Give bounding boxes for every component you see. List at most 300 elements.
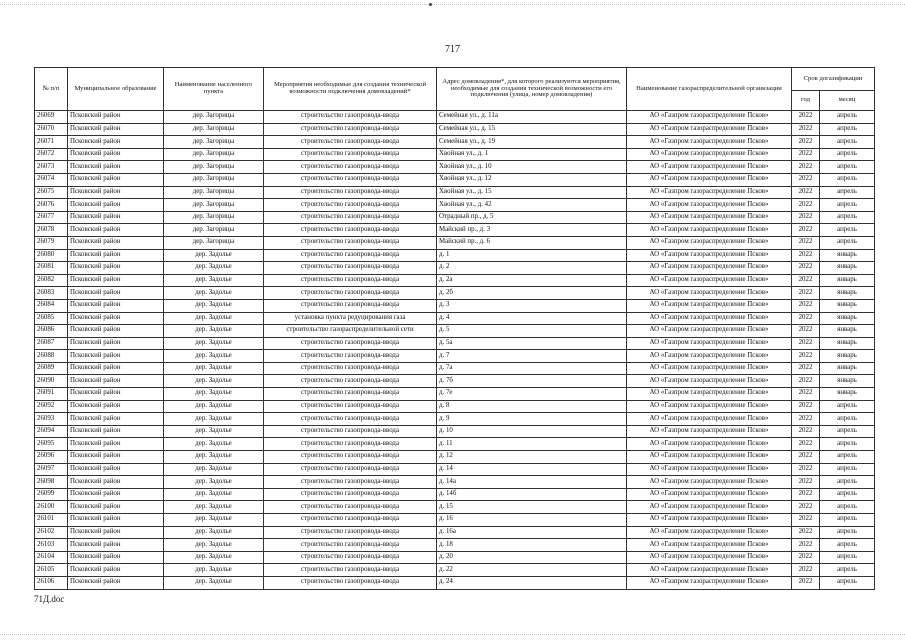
address-cell: д. 18 (437, 539, 627, 552)
locality-cell: дер. Задолье (164, 350, 264, 363)
organization-cell: АО «Газпром газораспределение Псков» (627, 299, 792, 312)
organization-cell: АО «Газпром газораспределение Псков» (627, 488, 792, 501)
municipality-cell: Псковский район (68, 350, 164, 363)
locality-cell: дер. Задолье (164, 476, 264, 489)
activity-cell: строительство газопровода-ввода (264, 476, 437, 489)
address-cell: Семейная ул., д. 19 (437, 136, 627, 149)
organization-cell: АО «Газпром газораспределение Псков» (627, 136, 792, 149)
organization-cell: АО «Газпром газораспределение Псков» (627, 388, 792, 401)
organization-cell: АО «Газпром газораспределение Псков» (627, 111, 792, 124)
month-cell: апрель (820, 111, 875, 124)
municipality-cell: Псковский район (68, 299, 164, 312)
row-number: 26083 (35, 287, 68, 300)
year-cell: 2022 (792, 463, 820, 476)
activity-cell: строительство газопровода-ввода (264, 463, 437, 476)
row-number: 26097 (35, 463, 68, 476)
row-number: 26087 (35, 337, 68, 350)
row-number: 26075 (35, 186, 68, 199)
month-cell: апрель (820, 564, 875, 577)
locality-cell: дер. Задолье (164, 576, 264, 589)
year-cell: 2022 (792, 312, 820, 325)
locality-cell: дер. Задолье (164, 262, 264, 275)
locality-cell: дер. Задолье (164, 312, 264, 325)
year-cell: 2022 (792, 148, 820, 161)
organization-cell: АО «Газпром газораспределение Псков» (627, 425, 792, 438)
month-cell: январь (820, 388, 875, 401)
row-number: 26074 (35, 173, 68, 186)
table-row (35, 287, 875, 300)
locality-cell: дер. Загорицы (164, 161, 264, 174)
gasification-table (34, 67, 875, 590)
month-cell: январь (820, 274, 875, 287)
row-number: 26071 (35, 136, 68, 149)
year-cell: 2022 (792, 161, 820, 174)
activity-cell: строительство газопровода-ввода (264, 526, 437, 539)
table-row (35, 514, 875, 527)
year-cell: 2022 (792, 388, 820, 401)
month-cell: апрель (820, 211, 875, 224)
row-number: 26076 (35, 199, 68, 212)
address-cell: Хвойная ул., д. 15 (437, 186, 627, 199)
table-row (35, 123, 875, 136)
row-number: 26086 (35, 325, 68, 338)
municipality-cell: Псковский район (68, 325, 164, 338)
activity-cell: строительство газопровода-ввода (264, 262, 437, 275)
year-cell: 2022 (792, 551, 820, 564)
year-cell: 2022 (792, 287, 820, 300)
municipality-cell: Псковский район (68, 148, 164, 161)
year-cell: 2022 (792, 425, 820, 438)
activity-cell: строительство газопровода-ввода (264, 388, 437, 401)
row-number: 26091 (35, 388, 68, 401)
month-cell: апрель (820, 514, 875, 527)
organization-cell: АО «Газпром газораспределение Псков» (627, 173, 792, 186)
row-number: 26079 (35, 236, 68, 249)
address-cell: д. 5 (437, 325, 627, 338)
organization-cell: АО «Газпром газораспределение Псков» (627, 325, 792, 338)
locality-cell: дер. Задолье (164, 287, 264, 300)
locality-cell: дер. Загорицы (164, 136, 264, 149)
municipality-cell: Псковский район (68, 249, 164, 262)
organization-cell: АО «Газпром газораспределение Псков» (627, 199, 792, 212)
month-cell: январь (820, 337, 875, 350)
row-number: 26106 (35, 576, 68, 589)
year-cell: 2022 (792, 514, 820, 527)
organization-cell: АО «Газпром газораспределение Псков» (627, 526, 792, 539)
row-number: 26099 (35, 488, 68, 501)
table-row (35, 438, 875, 451)
row-number: 26094 (35, 425, 68, 438)
address-cell: Хвойная ул., д. 1 (437, 148, 627, 161)
address-cell: д. 10 (437, 425, 627, 438)
month-cell: апрель (820, 413, 875, 426)
municipality-cell: Псковский район (68, 362, 164, 375)
locality-cell: дер. Загорицы (164, 111, 264, 124)
organization-cell: АО «Газпром газораспределение Псков» (627, 350, 792, 363)
activity-cell: установка пункта редуцирования газа (264, 312, 437, 325)
year-cell: 2022 (792, 350, 820, 363)
header-municipality: Муниципальное образование (68, 68, 164, 111)
table-row (35, 325, 875, 338)
header-activity: Мероприятия необходимые для создания технической возможности подключения домовладений* (264, 68, 437, 111)
table-row (35, 526, 875, 539)
municipality-cell: Псковский район (68, 136, 164, 149)
locality-cell: дер. Задолье (164, 514, 264, 527)
municipality-cell: Псковский район (68, 111, 164, 124)
municipality-cell: Псковский район (68, 287, 164, 300)
locality-cell: дер. Задолье (164, 249, 264, 262)
municipality-cell: Псковский район (68, 199, 164, 212)
row-number: 26098 (35, 476, 68, 489)
year-cell: 2022 (792, 501, 820, 514)
municipality-cell: Псковский район (68, 476, 164, 489)
locality-cell: дер. Задолье (164, 564, 264, 577)
locality-cell: дер. Задолье (164, 463, 264, 476)
organization-cell: АО «Газпром газораспределение Псков» (627, 539, 792, 552)
table-row (35, 488, 875, 501)
address-cell: Майский пр., д. 3 (437, 224, 627, 237)
table-row (35, 111, 875, 124)
organization-cell: АО «Газпром газораспределение Псков» (627, 400, 792, 413)
municipality-cell: Псковский район (68, 564, 164, 577)
activity-cell: строительство газораспределительной сети (264, 325, 437, 338)
row-number: 26100 (35, 501, 68, 514)
address-cell: д. 2 (437, 262, 627, 275)
month-cell: январь (820, 375, 875, 388)
municipality-cell: Псковский район (68, 161, 164, 174)
row-number: 26080 (35, 249, 68, 262)
organization-cell: АО «Газпром газораспределение Псков» (627, 438, 792, 451)
address-cell: д. 12 (437, 451, 627, 464)
activity-cell: строительство газопровода-ввода (264, 249, 437, 262)
year-cell: 2022 (792, 337, 820, 350)
activity-cell: строительство газопровода-ввода (264, 299, 437, 312)
table-row (35, 388, 875, 401)
table-row (35, 551, 875, 564)
row-number: 26104 (35, 551, 68, 564)
locality-cell: дер. Задолье (164, 551, 264, 564)
table-row (35, 400, 875, 413)
locality-cell: дер. Загорицы (164, 199, 264, 212)
activity-cell: строительство газопровода-ввода (264, 350, 437, 363)
activity-cell: строительство газопровода-ввода (264, 123, 437, 136)
table-row (35, 224, 875, 237)
address-cell: д. 11 (437, 438, 627, 451)
table-row (35, 576, 875, 589)
organization-cell: АО «Газпром газораспределение Псков» (627, 274, 792, 287)
activity-cell: строительство газопровода-ввода (264, 400, 437, 413)
year-cell: 2022 (792, 262, 820, 275)
year-cell: 2022 (792, 400, 820, 413)
year-cell: 2022 (792, 249, 820, 262)
scan-mark (429, 3, 432, 6)
locality-cell: дер. Задолье (164, 274, 264, 287)
month-cell: апрель (820, 173, 875, 186)
month-cell: апрель (820, 136, 875, 149)
municipality-cell: Псковский район (68, 388, 164, 401)
month-cell: апрель (820, 476, 875, 489)
scan-edge-top (0, 4, 905, 6)
month-cell: апрель (820, 199, 875, 212)
locality-cell: дер. Загорицы (164, 236, 264, 249)
municipality-cell: Псковский район (68, 400, 164, 413)
locality-cell: дер. Загорицы (164, 211, 264, 224)
month-cell: январь (820, 299, 875, 312)
municipality-cell: Псковский район (68, 413, 164, 426)
locality-cell: дер. Задолье (164, 451, 264, 464)
address-cell: д. 7е (437, 388, 627, 401)
activity-cell: строительство газопровода-ввода (264, 514, 437, 527)
locality-cell: дер. Задолье (164, 400, 264, 413)
address-cell: д. 7 (437, 350, 627, 363)
address-cell: д. 22 (437, 564, 627, 577)
address-cell: Отрадный пр., д. 5 (437, 211, 627, 224)
municipality-cell: Псковский район (68, 526, 164, 539)
month-cell: апрель (820, 224, 875, 237)
row-number: 26092 (35, 400, 68, 413)
activity-cell: строительство газопровода-ввода (264, 211, 437, 224)
address-cell: д. 8 (437, 400, 627, 413)
month-cell: апрель (820, 451, 875, 464)
organization-cell: АО «Газпром газораспределение Псков» (627, 211, 792, 224)
month-cell: апрель (820, 425, 875, 438)
locality-cell: дер. Загорицы (164, 186, 264, 199)
month-cell: апрель (820, 438, 875, 451)
address-cell: д. 2б (437, 287, 627, 300)
address-cell: д. 16а (437, 526, 627, 539)
month-cell: апрель (820, 526, 875, 539)
month-cell: апрель (820, 161, 875, 174)
organization-cell: АО «Газпром газораспределение Псков» (627, 413, 792, 426)
year-cell: 2022 (792, 211, 820, 224)
year-cell: 2022 (792, 526, 820, 539)
address-cell: д. 4 (437, 312, 627, 325)
organization-cell: АО «Газпром газораспределение Псков» (627, 236, 792, 249)
row-number: 26082 (35, 274, 68, 287)
activity-cell: строительство газопровода-ввода (264, 451, 437, 464)
row-number: 26090 (35, 375, 68, 388)
header-num: № п/п (35, 68, 68, 111)
address-cell: д. 7а (437, 362, 627, 375)
locality-cell: дер. Загорицы (164, 148, 264, 161)
organization-cell: АО «Газпром газораспределение Псков» (627, 476, 792, 489)
month-cell: апрель (820, 148, 875, 161)
activity-cell: строительство газопровода-ввода (264, 501, 437, 514)
month-cell: апрель (820, 186, 875, 199)
table-row (35, 451, 875, 464)
municipality-cell: Псковский район (68, 337, 164, 350)
activity-cell: строительство газопровода-ввода (264, 413, 437, 426)
table-row (35, 173, 875, 186)
header-address: Адрес домовладения*, для которого реализуются мероприятия, необходимые для создания технической возможности его подключения (улица, номер домовладения) (437, 68, 627, 111)
year-cell: 2022 (792, 136, 820, 149)
table-row (35, 274, 875, 287)
row-number: 26103 (35, 539, 68, 552)
address-cell: д. 3 (437, 299, 627, 312)
address-cell: д. 20 (437, 551, 627, 564)
locality-cell: дер. Задолье (164, 438, 264, 451)
municipality-cell: Псковский район (68, 514, 164, 527)
year-cell: 2022 (792, 438, 820, 451)
month-cell: апрель (820, 123, 875, 136)
table-row (35, 312, 875, 325)
activity-cell: строительство газопровода-ввода (264, 111, 437, 124)
address-cell: д. 2а (437, 274, 627, 287)
year-cell: 2022 (792, 488, 820, 501)
table-row (35, 337, 875, 350)
organization-cell: АО «Газпром газораспределение Псков» (627, 249, 792, 262)
month-cell: апрель (820, 463, 875, 476)
organization-cell: АО «Газпром газораспределение Псков» (627, 576, 792, 589)
municipality-cell: Псковский район (68, 488, 164, 501)
row-number: 26072 (35, 148, 68, 161)
year-cell: 2022 (792, 451, 820, 464)
year-cell: 2022 (792, 413, 820, 426)
municipality-cell: Псковский район (68, 274, 164, 287)
locality-cell: дер. Задолье (164, 526, 264, 539)
month-cell: апрель (820, 539, 875, 552)
table-row (35, 362, 875, 375)
row-number: 26093 (35, 413, 68, 426)
table-row (35, 501, 875, 514)
locality-cell: дер. Задолье (164, 501, 264, 514)
organization-cell: АО «Газпром газораспределение Псков» (627, 287, 792, 300)
address-cell: д. 7б (437, 375, 627, 388)
header-month: месяц (820, 91, 875, 111)
month-cell: январь (820, 312, 875, 325)
table-row (35, 350, 875, 363)
row-number: 26101 (35, 514, 68, 527)
activity-cell: строительство газопровода-ввода (264, 564, 437, 577)
organization-cell: АО «Газпром газораспределение Псков» (627, 551, 792, 564)
locality-cell: дер. Загорицы (164, 123, 264, 136)
organization-cell: АО «Газпром газораспределение Псков» (627, 148, 792, 161)
organization-cell: АО «Газпром газораспределение Псков» (627, 262, 792, 275)
address-cell: д. 9 (437, 413, 627, 426)
organization-cell: АО «Газпром газораспределение Псков» (627, 463, 792, 476)
month-cell: январь (820, 325, 875, 338)
table-row (35, 148, 875, 161)
month-cell: апрель (820, 576, 875, 589)
municipality-cell: Псковский район (68, 576, 164, 589)
year-cell: 2022 (792, 539, 820, 552)
header-deadline: Срок догазификации (792, 68, 875, 91)
month-cell: январь (820, 262, 875, 275)
organization-cell: АО «Газпром газораспределение Псков» (627, 186, 792, 199)
organization-cell: АО «Газпром газораспределение Псков» (627, 224, 792, 237)
year-cell: 2022 (792, 199, 820, 212)
table-row (35, 564, 875, 577)
month-cell: апрель (820, 488, 875, 501)
address-cell: Семейная ул., д. 15 (437, 123, 627, 136)
locality-cell: дер. Задолье (164, 539, 264, 552)
municipality-cell: Псковский район (68, 312, 164, 325)
organization-cell: АО «Газпром газораспределение Псков» (627, 451, 792, 464)
activity-cell: строительство газопровода-ввода (264, 488, 437, 501)
year-cell: 2022 (792, 274, 820, 287)
month-cell: апрель (820, 551, 875, 564)
municipality-cell: Псковский район (68, 173, 164, 186)
table-header (35, 68, 875, 111)
month-cell: январь (820, 249, 875, 262)
address-cell: Хвойная ул., д. 12 (437, 173, 627, 186)
activity-cell: строительство газопровода-ввода (264, 186, 437, 199)
row-number: 26105 (35, 564, 68, 577)
row-number: 26088 (35, 350, 68, 363)
municipality-cell: Псковский район (68, 262, 164, 275)
locality-cell: дер. Загорицы (164, 224, 264, 237)
header-organization: Наименование газораспределительной организации (627, 68, 792, 111)
month-cell: январь (820, 350, 875, 363)
address-cell: д. 1 (437, 249, 627, 262)
header-locality: Наименование населенного пункта (164, 68, 264, 111)
year-cell: 2022 (792, 325, 820, 338)
locality-cell: дер. Задолье (164, 413, 264, 426)
address-cell: Майский пр., д. 6 (437, 236, 627, 249)
table-row (35, 463, 875, 476)
address-cell: Хвойная ул., д. 10 (437, 161, 627, 174)
municipality-cell: Псковский район (68, 451, 164, 464)
row-number: 26069 (35, 111, 68, 124)
address-cell: д. 5а (437, 337, 627, 350)
table-row (35, 299, 875, 312)
row-number: 26070 (35, 123, 68, 136)
municipality-cell: Псковский район (68, 236, 164, 249)
table-row (35, 236, 875, 249)
locality-cell: дер. Задолье (164, 425, 264, 438)
month-cell: январь (820, 362, 875, 375)
scan-edge-bottom (0, 634, 905, 636)
page-number: 717 (445, 44, 460, 55)
row-number: 26084 (35, 299, 68, 312)
year-cell: 2022 (792, 186, 820, 199)
activity-cell: строительство газопровода-ввода (264, 375, 437, 388)
row-number: 26077 (35, 211, 68, 224)
month-cell: апрель (820, 236, 875, 249)
table-row (35, 211, 875, 224)
address-cell: Семейная ул., д. 11а (437, 111, 627, 124)
activity-cell: строительство газопровода-ввода (264, 425, 437, 438)
address-cell: Хвойная ул., д. 42 (437, 199, 627, 212)
table-body (35, 111, 875, 590)
municipality-cell: Псковский район (68, 438, 164, 451)
table-row (35, 375, 875, 388)
municipality-cell: Псковский район (68, 539, 164, 552)
month-cell: апрель (820, 400, 875, 413)
activity-cell: строительство газопровода-ввода (264, 539, 437, 552)
activity-cell: строительство газопровода-ввода (264, 576, 437, 589)
organization-cell: АО «Газпром газораспределение Псков» (627, 514, 792, 527)
organization-cell: АО «Газпром газораспределение Псков» (627, 564, 792, 577)
activity-cell: строительство газопровода-ввода (264, 161, 437, 174)
municipality-cell: Псковский район (68, 211, 164, 224)
municipality-cell: Псковский район (68, 463, 164, 476)
year-cell: 2022 (792, 224, 820, 237)
municipality-cell: Псковский район (68, 186, 164, 199)
locality-cell: дер. Загорицы (164, 173, 264, 186)
activity-cell: строительство газопровода-ввода (264, 337, 437, 350)
activity-cell: строительство газопровода-ввода (264, 148, 437, 161)
activity-cell: строительство газопровода-ввода (264, 199, 437, 212)
activity-cell: строительство газопровода-ввода (264, 287, 437, 300)
activity-cell: строительство газопровода-ввода (264, 236, 437, 249)
row-number: 26081 (35, 262, 68, 275)
row-number: 26102 (35, 526, 68, 539)
table-row (35, 249, 875, 262)
year-cell: 2022 (792, 299, 820, 312)
year-cell: 2022 (792, 173, 820, 186)
year-cell: 2022 (792, 476, 820, 489)
